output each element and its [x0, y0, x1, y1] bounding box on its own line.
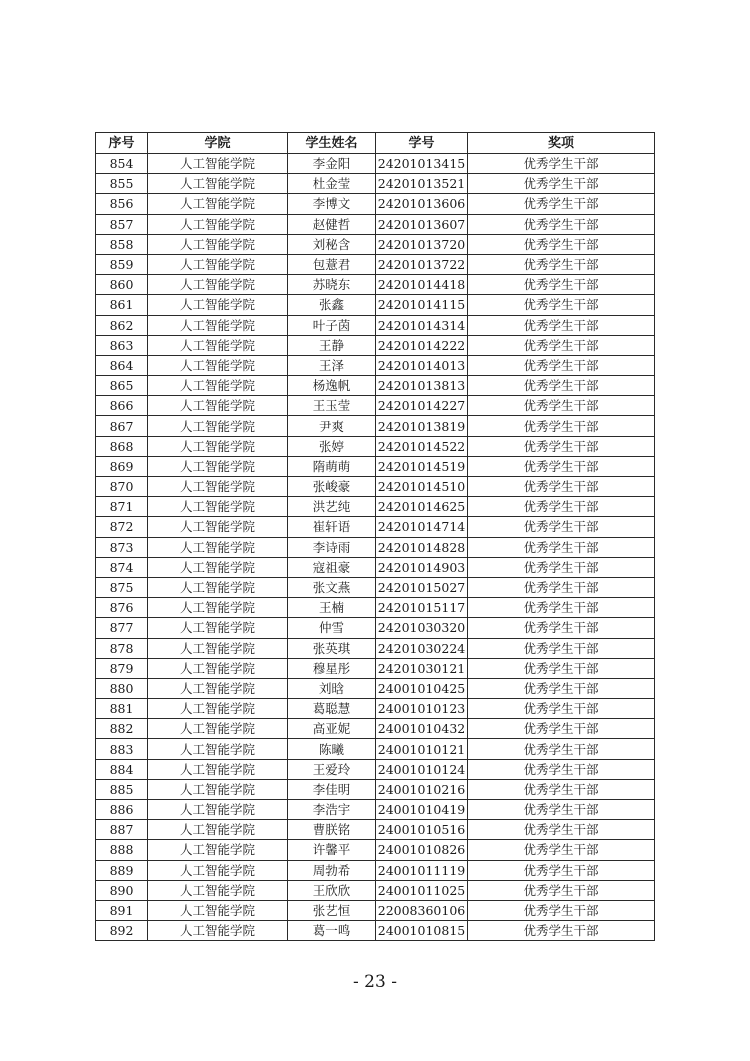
cell-serial-number: 863	[96, 335, 148, 355]
cell-award: 优秀学生干部	[468, 416, 655, 436]
cell-award: 优秀学生干部	[468, 335, 655, 355]
cell-serial-number: 864	[96, 355, 148, 375]
table-row	[96, 638, 655, 658]
table-row	[96, 254, 655, 274]
cell-serial-number: 872	[96, 517, 148, 537]
cell-serial-number: 858	[96, 234, 148, 254]
cell-student-id: 24201014522	[376, 436, 468, 456]
cell-student-name: 王玉莹	[288, 396, 376, 416]
cell-college: 人工智能学院	[148, 678, 288, 698]
cell-college: 人工智能学院	[148, 295, 288, 315]
cell-college: 人工智能学院	[148, 800, 288, 820]
cell-serial-number: 876	[96, 598, 148, 618]
cell-serial-number: 873	[96, 537, 148, 557]
table-row	[96, 840, 655, 860]
header-student-name: 学生姓名	[288, 133, 376, 154]
table-row	[96, 214, 655, 234]
cell-college: 人工智能学院	[148, 194, 288, 214]
table-row	[96, 820, 655, 840]
cell-student-name: 李佳明	[288, 779, 376, 799]
cell-student-name: 王欣欣	[288, 880, 376, 900]
cell-award: 优秀学生干部	[468, 497, 655, 517]
cell-student-id: 24201013722	[376, 254, 468, 274]
cell-serial-number: 874	[96, 557, 148, 577]
cell-award: 优秀学生干部	[468, 275, 655, 295]
cell-student-name: 王楠	[288, 598, 376, 618]
cell-college: 人工智能学院	[148, 214, 288, 234]
cell-college: 人工智能学院	[148, 254, 288, 274]
cell-serial-number: 879	[96, 658, 148, 678]
cell-serial-number: 856	[96, 194, 148, 214]
cell-student-id: 24001010419	[376, 800, 468, 820]
cell-student-name: 寇祖豪	[288, 557, 376, 577]
cell-serial-number: 885	[96, 779, 148, 799]
cell-serial-number: 889	[96, 860, 148, 880]
cell-student-name: 许馨平	[288, 840, 376, 860]
cell-serial-number: 881	[96, 699, 148, 719]
table-row	[96, 275, 655, 295]
cell-student-id: 24001010432	[376, 719, 468, 739]
cell-student-id: 24201013607	[376, 214, 468, 234]
cell-college: 人工智能学院	[148, 396, 288, 416]
cell-college: 人工智能学院	[148, 658, 288, 678]
cell-college: 人工智能学院	[148, 618, 288, 638]
table-row	[96, 396, 655, 416]
cell-college: 人工智能学院	[148, 376, 288, 396]
cell-student-id: 24001010124	[376, 759, 468, 779]
cell-college: 人工智能学院	[148, 335, 288, 355]
cell-student-id: 24201014013	[376, 355, 468, 375]
cell-college: 人工智能学院	[148, 921, 288, 941]
cell-student-name: 王泽	[288, 355, 376, 375]
table-row	[96, 355, 655, 375]
cell-award: 优秀学生干部	[468, 860, 655, 880]
cell-student-name: 葛一鸣	[288, 921, 376, 941]
cell-student-name: 刘秘含	[288, 234, 376, 254]
cell-student-name: 叶子茵	[288, 315, 376, 335]
cell-serial-number: 870	[96, 477, 148, 497]
table-row	[96, 557, 655, 577]
cell-student-name: 包薏君	[288, 254, 376, 274]
cell-college: 人工智能学院	[148, 234, 288, 254]
cell-student-name: 张文燕	[288, 577, 376, 597]
cell-student-name: 张鑫	[288, 295, 376, 315]
cell-student-name: 周勃希	[288, 860, 376, 880]
cell-student-name: 李诗雨	[288, 537, 376, 557]
cell-student-name: 苏晓东	[288, 275, 376, 295]
cell-college: 人工智能学院	[148, 315, 288, 335]
table-row	[96, 194, 655, 214]
cell-award: 优秀学生干部	[468, 678, 655, 698]
cell-serial-number: 857	[96, 214, 148, 234]
cell-student-id: 24001010121	[376, 739, 468, 759]
cell-student-name: 杨逸帆	[288, 376, 376, 396]
cell-serial-number: 887	[96, 820, 148, 840]
cell-student-name: 崔轩语	[288, 517, 376, 537]
cell-award: 优秀学生干部	[468, 376, 655, 396]
cell-award: 优秀学生干部	[468, 355, 655, 375]
table-row	[96, 921, 655, 941]
header-student-id: 学号	[376, 133, 468, 154]
cell-student-id: 24201013813	[376, 376, 468, 396]
cell-student-name: 曹朕铭	[288, 820, 376, 840]
cell-award: 优秀学生干部	[468, 456, 655, 476]
cell-serial-number: 888	[96, 840, 148, 860]
cell-college: 人工智能学院	[148, 719, 288, 739]
cell-student-name: 李博文	[288, 194, 376, 214]
table-row	[96, 658, 655, 678]
cell-student-id: 24201014510	[376, 477, 468, 497]
cell-serial-number: 869	[96, 456, 148, 476]
cell-student-name: 王静	[288, 335, 376, 355]
cell-serial-number: 859	[96, 254, 148, 274]
table-row	[96, 678, 655, 698]
header-college: 学院	[148, 133, 288, 154]
cell-award: 优秀学生干部	[468, 577, 655, 597]
cell-award: 优秀学生干部	[468, 921, 655, 941]
table-row	[96, 739, 655, 759]
cell-serial-number: 880	[96, 678, 148, 698]
cell-college: 人工智能学院	[148, 779, 288, 799]
cell-award: 优秀学生干部	[468, 295, 655, 315]
cell-student-id: 24201015027	[376, 577, 468, 597]
table-row	[96, 416, 655, 436]
cell-serial-number: 891	[96, 900, 148, 920]
table-row	[96, 456, 655, 476]
cell-serial-number: 868	[96, 436, 148, 456]
cell-college: 人工智能学院	[148, 154, 288, 174]
cell-serial-number: 860	[96, 275, 148, 295]
cell-award: 优秀学生干部	[468, 618, 655, 638]
table-row	[96, 800, 655, 820]
table-row	[96, 295, 655, 315]
cell-college: 人工智能学院	[148, 598, 288, 618]
cell-award: 优秀学生干部	[468, 719, 655, 739]
table-row	[96, 154, 655, 174]
cell-student-name: 张婷	[288, 436, 376, 456]
cell-student-id: 24201030320	[376, 618, 468, 638]
table-row	[96, 759, 655, 779]
table-row	[96, 517, 655, 537]
cell-college: 人工智能学院	[148, 820, 288, 840]
cell-award: 优秀学生干部	[468, 739, 655, 759]
cell-college: 人工智能学院	[148, 275, 288, 295]
cell-student-id: 24201014115	[376, 295, 468, 315]
cell-student-id: 24201014418	[376, 275, 468, 295]
cell-award: 优秀学生干部	[468, 658, 655, 678]
cell-student-name: 仲雪	[288, 618, 376, 638]
cell-student-id: 24201030224	[376, 638, 468, 658]
table-row	[96, 315, 655, 335]
cell-serial-number: 890	[96, 880, 148, 900]
cell-serial-number: 862	[96, 315, 148, 335]
cell-student-name: 李浩宇	[288, 800, 376, 820]
cell-student-id: 24201013819	[376, 416, 468, 436]
table-row	[96, 234, 655, 254]
cell-serial-number: 855	[96, 174, 148, 194]
cell-student-id: 24201014519	[376, 456, 468, 476]
cell-award: 优秀学生干部	[468, 880, 655, 900]
cell-student-name: 王爱玲	[288, 759, 376, 779]
cell-student-id: 24001010425	[376, 678, 468, 698]
cell-award: 优秀学生干部	[468, 638, 655, 658]
table-row	[96, 376, 655, 396]
cell-award: 优秀学生干部	[468, 598, 655, 618]
cell-college: 人工智能学院	[148, 355, 288, 375]
cell-student-name: 洪艺纯	[288, 497, 376, 517]
cell-award: 优秀学生干部	[468, 779, 655, 799]
cell-student-id: 24201013415	[376, 154, 468, 174]
cell-college: 人工智能学院	[148, 840, 288, 860]
cell-student-name: 陈曦	[288, 739, 376, 759]
table-row	[96, 477, 655, 497]
cell-award: 优秀学生干部	[468, 759, 655, 779]
cell-student-id: 24201014625	[376, 497, 468, 517]
cell-student-name: 张英琪	[288, 638, 376, 658]
cell-college: 人工智能学院	[148, 880, 288, 900]
table-row	[96, 779, 655, 799]
cell-college: 人工智能学院	[148, 517, 288, 537]
cell-serial-number: 871	[96, 497, 148, 517]
award-list-table	[95, 132, 655, 941]
cell-award: 优秀学生干部	[468, 699, 655, 719]
cell-serial-number: 878	[96, 638, 148, 658]
cell-award: 优秀学生干部	[468, 194, 655, 214]
table-header-row	[96, 133, 655, 154]
cell-student-name: 张艺恒	[288, 900, 376, 920]
cell-award: 优秀学生干部	[468, 174, 655, 194]
table-row	[96, 174, 655, 194]
cell-student-id: 24201014828	[376, 537, 468, 557]
table-row	[96, 719, 655, 739]
table-row	[96, 577, 655, 597]
cell-serial-number: 884	[96, 759, 148, 779]
table-row	[96, 537, 655, 557]
cell-award: 优秀学生干部	[468, 436, 655, 456]
cell-serial-number: 877	[96, 618, 148, 638]
table-body	[96, 154, 655, 941]
cell-student-id: 24201013606	[376, 194, 468, 214]
cell-student-id: 24001010815	[376, 921, 468, 941]
cell-college: 人工智能学院	[148, 537, 288, 557]
cell-student-id: 24201014227	[376, 396, 468, 416]
page-number: - 23 -	[353, 972, 397, 992]
header-serial-number: 序号	[96, 133, 148, 154]
cell-award: 优秀学生干部	[468, 557, 655, 577]
cell-serial-number: 886	[96, 800, 148, 820]
cell-award: 优秀学生干部	[468, 154, 655, 174]
table-row	[96, 900, 655, 920]
cell-student-id: 24201014714	[376, 517, 468, 537]
table-row	[96, 497, 655, 517]
cell-serial-number: 867	[96, 416, 148, 436]
table-row	[96, 335, 655, 355]
cell-student-name: 隋萌萌	[288, 456, 376, 476]
cell-award: 优秀学生干部	[468, 214, 655, 234]
cell-college: 人工智能学院	[148, 759, 288, 779]
cell-student-id: 24001010516	[376, 820, 468, 840]
cell-student-id: 24201030121	[376, 658, 468, 678]
cell-student-name: 张峻豪	[288, 477, 376, 497]
cell-student-id: 24001010123	[376, 699, 468, 719]
cell-student-id: 24001010826	[376, 840, 468, 860]
cell-award: 优秀学生干部	[468, 900, 655, 920]
cell-student-id: 24201014903	[376, 557, 468, 577]
cell-college: 人工智能学院	[148, 860, 288, 880]
cell-student-name: 赵健哲	[288, 214, 376, 234]
cell-award: 优秀学生干部	[468, 840, 655, 860]
cell-award: 优秀学生干部	[468, 234, 655, 254]
cell-serial-number: 882	[96, 719, 148, 739]
cell-student-id: 22008360106	[376, 900, 468, 920]
table-header	[96, 133, 655, 154]
cell-college: 人工智能学院	[148, 900, 288, 920]
cell-college: 人工智能学院	[148, 497, 288, 517]
cell-serial-number: 865	[96, 376, 148, 396]
table-row	[96, 436, 655, 456]
cell-award: 优秀学生干部	[468, 820, 655, 840]
cell-award: 优秀学生干部	[468, 477, 655, 497]
table-row	[96, 699, 655, 719]
cell-student-id: 24201015117	[376, 598, 468, 618]
table-row	[96, 618, 655, 638]
cell-serial-number: 866	[96, 396, 148, 416]
table-row	[96, 598, 655, 618]
cell-student-id: 24001011119	[376, 860, 468, 880]
cell-student-name: 穆星彤	[288, 658, 376, 678]
cell-college: 人工智能学院	[148, 577, 288, 597]
cell-award: 优秀学生干部	[468, 396, 655, 416]
cell-college: 人工智能学院	[148, 557, 288, 577]
cell-student-name: 尹爽	[288, 416, 376, 436]
cell-student-id: 24001011025	[376, 880, 468, 900]
cell-college: 人工智能学院	[148, 416, 288, 436]
cell-serial-number: 861	[96, 295, 148, 315]
cell-college: 人工智能学院	[148, 456, 288, 476]
table-row	[96, 860, 655, 880]
header-award: 奖项	[468, 133, 655, 154]
cell-student-name: 李金阳	[288, 154, 376, 174]
cell-award: 优秀学生干部	[468, 254, 655, 274]
cell-student-id: 24201013720	[376, 234, 468, 254]
cell-award: 优秀学生干部	[468, 315, 655, 335]
cell-serial-number: 875	[96, 577, 148, 597]
cell-college: 人工智能学院	[148, 638, 288, 658]
cell-student-name: 葛聪慧	[288, 699, 376, 719]
cell-student-id: 24201014314	[376, 315, 468, 335]
cell-serial-number: 854	[96, 154, 148, 174]
cell-award: 优秀学生干部	[468, 800, 655, 820]
cell-college: 人工智能学院	[148, 699, 288, 719]
cell-serial-number: 883	[96, 739, 148, 759]
cell-student-id: 24201013521	[376, 174, 468, 194]
cell-student-id: 24201014222	[376, 335, 468, 355]
cell-student-name: 高亚妮	[288, 719, 376, 739]
cell-student-name: 杜金莹	[288, 174, 376, 194]
cell-student-id: 24001010216	[376, 779, 468, 799]
cell-college: 人工智能学院	[148, 436, 288, 456]
cell-serial-number: 892	[96, 921, 148, 941]
cell-college: 人工智能学院	[148, 174, 288, 194]
cell-award: 优秀学生干部	[468, 517, 655, 537]
cell-student-name: 刘晗	[288, 678, 376, 698]
cell-award: 优秀学生干部	[468, 537, 655, 557]
cell-college: 人工智能学院	[148, 739, 288, 759]
cell-college: 人工智能学院	[148, 477, 288, 497]
table-row	[96, 880, 655, 900]
